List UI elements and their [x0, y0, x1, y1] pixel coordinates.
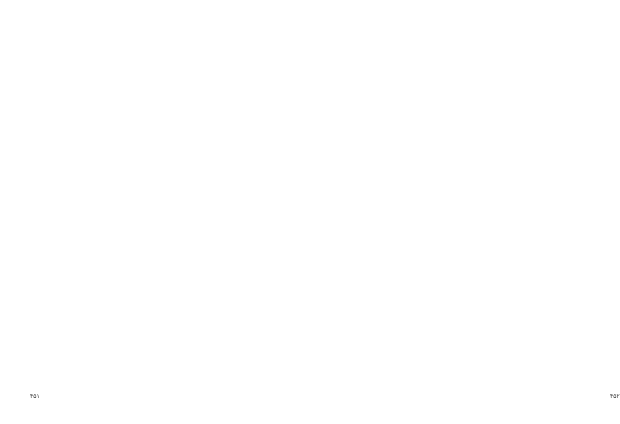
paragraph: [32, 122, 270, 129]
paragraph: [330, 272, 568, 279]
paragraph: [330, 215, 568, 222]
paragraph: [330, 64, 568, 71]
paragraph: [32, 286, 270, 293]
paragraph: [32, 230, 270, 237]
paragraph: [330, 165, 568, 172]
paragraph: [32, 64, 270, 71]
paragraph: [330, 187, 568, 194]
paragraph: [32, 93, 270, 100]
paragraph: [330, 208, 568, 215]
paragraph: [330, 329, 568, 336]
paragraph: [330, 115, 568, 122]
paragraph: [330, 179, 568, 186]
paragraph: [330, 136, 568, 143]
paragraph: [32, 279, 270, 286]
paragraph: [32, 358, 270, 365]
paragraph: [330, 86, 568, 93]
paragraph: [32, 351, 270, 358]
paragraph: [32, 100, 270, 107]
paragraph: [330, 201, 568, 208]
paragraph: [32, 50, 270, 57]
paragraph: [32, 194, 270, 201]
paragraph: [32, 223, 270, 230]
paragraph: [32, 79, 270, 86]
paragraph: [32, 72, 270, 79]
paragraph: [330, 108, 568, 115]
page-right: [300, 0, 620, 424]
page-right-text-block: [330, 50, 568, 384]
paragraph: [330, 243, 568, 250]
paragraph: [32, 243, 270, 250]
paragraph: [330, 79, 568, 86]
page-left: [0, 0, 300, 424]
paragraph: [32, 293, 270, 300]
paragraph: [330, 250, 568, 257]
paragraph: [32, 322, 270, 329]
paragraph: [330, 286, 568, 293]
paragraph: [330, 322, 568, 329]
paragraph: [330, 158, 568, 165]
paragraph: [330, 264, 568, 271]
paragraph: [32, 151, 270, 158]
paragraph: [32, 215, 270, 222]
paragraph: [330, 257, 568, 264]
paragraph: [32, 57, 270, 64]
paragraph: [330, 122, 568, 129]
paragraph: [330, 143, 568, 150]
paragraph: [330, 151, 568, 158]
page-number-right: ۴۵۲: [610, 393, 620, 400]
paragraph: [32, 257, 270, 264]
paragraph: [330, 50, 568, 57]
paragraph: [32, 300, 270, 307]
paragraph: [32, 172, 270, 179]
paragraph: [32, 329, 270, 336]
paragraph: [330, 230, 568, 237]
paragraph: [32, 187, 270, 194]
paragraph: [330, 72, 568, 79]
paragraph: [330, 194, 568, 201]
page-number-left: ۴۵۱: [30, 393, 40, 400]
paragraph: [330, 57, 568, 64]
paragraph: [32, 115, 270, 122]
paragraph: [330, 308, 568, 315]
paragraph: [330, 293, 568, 300]
paragraph: [32, 250, 270, 257]
paragraph: [32, 315, 270, 322]
paragraph: [330, 344, 568, 351]
paragraph: [330, 223, 568, 230]
paragraph: [32, 165, 270, 172]
paragraph: [32, 201, 270, 208]
paragraph: [32, 336, 270, 343]
paragraph: [32, 108, 270, 115]
paragraph: [330, 172, 568, 179]
paragraph: [32, 143, 270, 150]
paragraph: [32, 129, 270, 136]
paragraph: [32, 264, 270, 271]
paragraph: [32, 158, 270, 165]
paragraph: [32, 272, 270, 279]
paragraph: [330, 100, 568, 107]
paragraph: [32, 179, 270, 186]
page-left-text-block: [32, 50, 270, 384]
paragraph: [32, 136, 270, 143]
paragraph: [330, 351, 568, 358]
paragraph: [330, 279, 568, 286]
paragraph: [32, 344, 270, 351]
paragraph: [330, 300, 568, 307]
paragraph: [32, 308, 270, 315]
paragraph: [32, 86, 270, 93]
paragraph: [32, 208, 270, 215]
paragraph: [330, 336, 568, 343]
paragraph: [330, 129, 568, 136]
paragraph: [330, 93, 568, 100]
paragraph: [330, 315, 568, 322]
